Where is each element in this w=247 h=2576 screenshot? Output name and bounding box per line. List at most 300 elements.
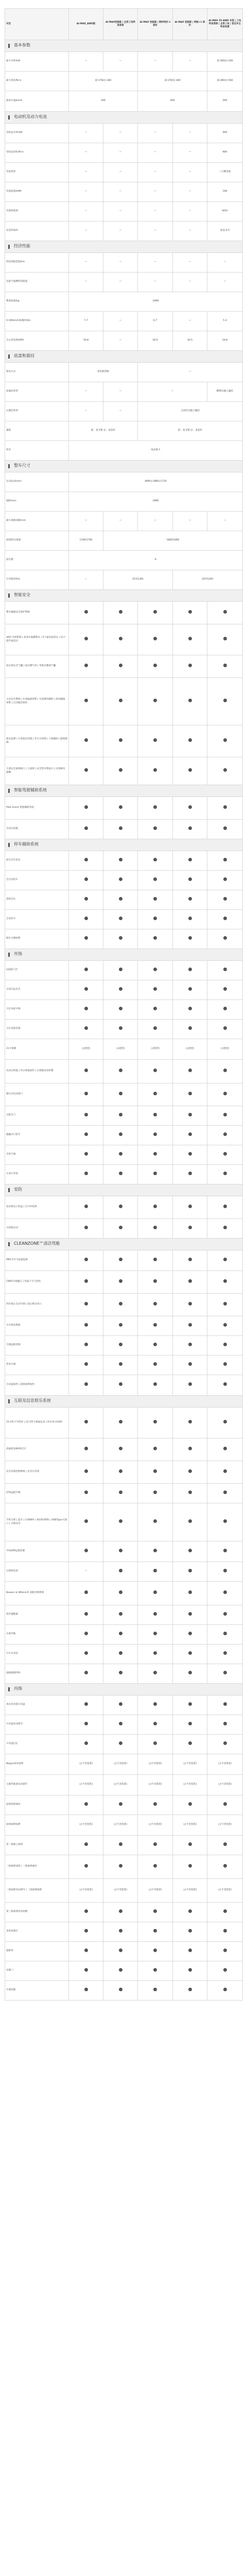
standard-mark [138,1503,173,1541]
spec-value: ○(不含选装) [103,1775,138,1795]
standard-mark [138,1836,173,1855]
spec-row [5,1083,243,1106]
spec-row [5,72,243,91]
standard-mark [173,1605,207,1625]
spec-label: 扬声器数量 [5,1605,69,1625]
spec-label: 前轮距/后轮距 [5,531,69,551]
standard-mark [138,1541,173,1562]
filled-dot-icon [84,897,88,901]
spec-label: 行李箱容积/L [5,570,69,590]
standard-mark [138,655,173,678]
filled-dot-icon [119,1722,122,1725]
filled-dot-icon [119,1420,122,1423]
filled-dot-icon [153,1864,157,1868]
standard-mark [69,980,103,1000]
filled-dot-icon [119,1258,122,1261]
spec-value: — [103,52,138,72]
standard-mark [173,725,207,757]
standard-mark [103,1294,138,1316]
section-title: 基本参数 [14,43,30,48]
spec-value: 电动助力 [69,441,243,461]
spec-value: ○(不含选装) [207,1879,243,1903]
standard-mark [69,890,103,910]
spec-value: 6.7 [138,312,173,331]
section-marker [8,115,10,120]
spec-label: Bowers & Wilkins® 高级音响系统 [5,1582,69,1605]
standard-mark [173,851,207,871]
section-title: 内饰 [14,1686,22,1691]
standard-mark [173,1922,207,1942]
standard-mark [138,1484,173,1503]
filled-dot-icon [119,1279,122,1283]
standard-mark [207,1961,243,1981]
spec-row [5,512,243,531]
spec-value: — [207,273,243,292]
standard-mark [207,1503,243,1541]
spec-row [5,1541,243,1562]
filled-dot-icon [153,1632,157,1635]
spec-value: 前:290/后:560 [207,72,243,91]
filled-dot-icon [84,1172,88,1175]
filled-dot-icon [223,1842,227,1846]
spec-row [5,1696,243,1715]
filled-dot-icon [223,664,227,667]
standard-mark [138,1106,173,1126]
filled-dot-icon [84,1420,88,1423]
spec-label: LED前大灯 [5,961,69,980]
standard-mark [207,1922,243,1942]
standard-mark [207,1438,243,1461]
filled-dot-icon [188,1988,192,1991]
standard-mark [173,1981,207,2001]
spec-value: ○(不含选装) [173,1815,207,1836]
standard-mark [207,1408,243,1438]
standard-mark [173,1145,207,1165]
spec-value: — [173,202,207,222]
standard-mark [173,602,207,624]
spec-label: 无框车门 [5,1106,69,1126]
standard-mark [207,1250,243,1271]
spec-row [5,871,243,890]
standard-mark [173,1715,207,1735]
spec-label: 全景天幕 [5,1145,69,1165]
standard-mark [69,929,103,949]
filled-dot-icon [84,738,88,742]
filled-dot-icon [119,1612,122,1616]
standard-mark [69,820,103,839]
filled-dot-icon [188,1362,192,1366]
spec-value: 18.5 [138,331,173,351]
standard-mark [138,1562,173,1582]
filled-dot-icon [223,1069,227,1072]
spec-value: 2490 [69,292,243,312]
spec-value: — [103,331,138,351]
standard-mark [138,1126,173,1145]
spec-value: ○(不含选装) [138,1879,173,1903]
filled-dot-icon [153,1909,157,1913]
spec-value: — [138,382,207,402]
filled-dot-icon [84,1590,88,1594]
spec-row [5,1250,243,1271]
filled-dot-icon [188,637,192,640]
filled-dot-icon [188,1802,192,1806]
section-title: 底盘和悬挂 [14,353,34,359]
spec-label: 电池能量/kWh [5,182,69,202]
standard-mark [173,1645,207,1664]
standard-mark [69,1625,103,1645]
standard-mark [138,1219,173,1239]
spec-value: 前:160/后:240 [207,52,243,72]
spec-value: ○(不含选装) [138,1815,173,1836]
spec-label: 电池类型 [5,163,69,182]
filled-dot-icon [119,1382,122,1386]
filled-dot-icon [84,1802,88,1806]
filled-dot-icon [119,1343,122,1346]
section-header [5,1396,243,1408]
filled-dot-icon [223,1968,227,1972]
filled-dot-icon [223,1205,227,1208]
filled-dot-icon [188,1549,192,1552]
filled-dot-icon [153,1702,157,1706]
standard-mark [207,1461,243,1484]
spec-value: — [103,312,138,331]
spec-row [5,202,243,222]
filled-dot-icon [84,768,88,772]
standard-mark [69,1271,103,1294]
standard-mark [138,1855,173,1879]
standard-mark [69,1316,103,1336]
spec-label: CN95空调滤芯 | 负离子空气净化 [5,1271,69,1294]
filled-dot-icon [153,1569,157,1572]
standard-mark [207,1060,243,1083]
filled-dot-icon [188,1741,192,1745]
spec-label: 后悬挂类型 [5,402,69,421]
spec-row [5,1815,243,1836]
filled-dot-icon [119,826,122,830]
spec-value: — [138,163,173,182]
filled-dot-icon [188,1420,192,1423]
filled-dot-icon [119,738,122,742]
filled-dot-icon [119,1569,122,1572]
standard-mark [69,1438,103,1461]
standard-mark [173,1375,207,1396]
standard-mark [138,1294,173,1316]
spec-value: — [173,312,207,331]
standard-mark [69,1645,103,1664]
standard-mark [138,1715,173,1735]
spec-value: — [103,163,138,182]
standard-mark [103,655,138,678]
standard-mark [103,678,138,725]
standard-mark [103,757,138,785]
filled-dot-icon [119,1519,122,1523]
standard-mark [103,1083,138,1106]
filled-dot-icon [188,1842,192,1846]
spec-label: 第二排独立座椅 [5,1836,69,1855]
spec-row [5,331,243,351]
filled-dot-icon [119,1864,122,1868]
section-marker [8,1399,10,1403]
filled-dot-icon [188,1864,192,1868]
filled-dot-icon [119,987,122,991]
standard-mark [138,1625,173,1645]
spec-value: — [173,52,207,72]
filled-dot-icon [84,1842,88,1846]
spec-label: 行车记录仪 [5,1645,69,1664]
filled-dot-icon [153,858,157,861]
filled-dot-icon [84,1864,88,1868]
filled-dot-icon [188,1469,192,1473]
spec-value: — [173,124,207,143]
standard-mark [173,1020,207,1039]
section-title: 智能安全 [14,592,30,598]
spec-value: — [103,512,138,531]
filled-dot-icon [223,1026,227,1030]
standard-mark [207,678,243,725]
spec-value: ○(不含选装) [207,1754,243,1775]
spec-value: — [69,1562,103,1582]
spec-label: 自适应远近光 [5,980,69,1000]
standard-mark [207,1664,243,1684]
standard-mark [138,1922,173,1942]
filled-dot-icon [188,805,192,809]
standard-mark [173,1903,207,1922]
filled-dot-icon [188,1026,192,1030]
filled-dot-icon [119,1842,122,1846]
spec-label: 电机总扭矩/N·m [5,143,69,163]
spec-label: 最大扭矩/N·m [5,72,69,91]
spec-value: — [69,402,103,421]
standard-mark [103,1664,138,1684]
spec-label: 充电时间/h [5,222,69,241]
spec-row [5,1664,243,1684]
filled-dot-icon [119,1007,122,1010]
spec-row [5,797,243,820]
spec-row [5,1408,243,1438]
filled-dot-icon [119,1929,122,1933]
standard-mark [173,1316,207,1336]
spec-label: 自动驻车 [5,910,69,929]
spec-label: 道路救援呼叫 [5,1664,69,1684]
standard-mark [207,1855,243,1879]
filled-dot-icon [223,1490,227,1494]
standard-mark [207,1562,243,1582]
filled-dot-icon [84,610,88,614]
filled-dot-icon [153,1722,157,1725]
filled-dot-icon [223,897,227,901]
standard-mark [69,1219,103,1239]
spec-value: — [103,382,138,402]
spec-label: PM2.5空气质量监测 [5,1250,69,1271]
filled-dot-icon [223,1519,227,1523]
filled-dot-icon [188,1205,192,1208]
filled-dot-icon [153,1132,157,1136]
section-title: 整车尺寸 [14,463,30,468]
filled-dot-icon [223,738,227,742]
spec-row [5,1336,243,1355]
spec-value: 三元锂电池 [207,163,243,182]
standard-mark [173,1000,207,1020]
spec-value: — [69,182,103,202]
section-title: 互联及信息娱乐系统 [14,1398,51,1403]
spec-row [5,1484,243,1503]
filled-dot-icon [223,987,227,991]
standard-mark [173,1562,207,1582]
spec-label: 空调远程控制 [5,1336,69,1355]
standard-mark [173,1271,207,1294]
standard-mark [103,797,138,820]
standard-mark [103,890,138,910]
filled-dot-icon [153,1490,157,1494]
standard-mark [103,1541,138,1562]
filled-dot-icon [153,1469,157,1473]
standard-mark [138,1020,173,1039]
spec-row [5,1922,243,1942]
spec-label: 车载冰箱 [5,1981,69,2001]
filled-dot-icon [223,1632,227,1635]
standard-mark [207,1582,243,1605]
spec-row [5,124,243,143]
spec-row [5,182,243,202]
spec-row [5,312,243,331]
filled-dot-icon [153,1447,157,1450]
filled-dot-icon [84,968,88,971]
spec-row [5,402,243,421]
filled-dot-icon [223,1092,227,1095]
standard-mark [173,1735,207,1754]
spec-label: 驱动方式 [5,363,69,382]
spec-value: ○(不含选装) [103,1815,138,1836]
section-marker [8,1242,10,1246]
filled-dot-icon [188,1343,192,1346]
filled-dot-icon [84,858,88,861]
standard-mark [69,871,103,890]
filled-dot-icon [153,1590,157,1594]
standard-mark [138,1461,173,1484]
filled-dot-icon [188,1226,192,1229]
standard-mark [173,1355,207,1375]
filled-dot-icon [84,1469,88,1473]
section-title: 经济性能 [14,244,30,249]
standard-mark [173,820,207,839]
filled-dot-icon [119,1152,122,1156]
filled-dot-icon [84,1362,88,1366]
section-header [5,949,243,961]
spec-value: — [138,143,173,163]
section-marker [8,843,10,847]
standard-mark [138,1903,173,1922]
filled-dot-icon [84,1929,88,1933]
spec-label: 前排座椅通风 [5,1795,69,1815]
filled-dot-icon [84,1007,88,1010]
standard-mark [207,1645,243,1664]
standard-mark [69,1294,103,1316]
spec-label: OTA远程升级 [5,1484,69,1503]
spec-value: — [173,222,207,241]
standard-mark [69,1000,103,1020]
filled-dot-icon [84,1132,88,1136]
section-header [5,461,243,472]
filled-dot-icon [188,1152,192,1156]
filled-dot-icon [223,1343,227,1346]
spec-value: ○(选装) [103,1039,138,1060]
spec-row [5,52,243,72]
filled-dot-icon [84,1323,88,1327]
standard-mark [103,1836,138,1855]
filled-dot-icon [188,1279,192,1283]
filled-dot-icon [119,637,122,640]
filled-dot-icon [84,1302,88,1306]
spec-row [5,1271,243,1294]
standard-mark [138,757,173,785]
filled-dot-icon [223,1671,227,1674]
standard-mark [103,1165,138,1184]
filled-dot-icon [84,1519,88,1523]
filled-dot-icon [223,1802,227,1806]
standard-mark [69,1375,103,1396]
standard-mark [138,1795,173,1815]
filled-dot-icon [119,897,122,901]
spec-row [5,551,243,570]
standard-mark [138,820,173,839]
filled-dot-icon [84,1988,88,1991]
filled-dot-icon [119,936,122,940]
standard-mark [138,890,173,910]
spec-row [5,1039,243,1060]
standard-mark [103,1605,138,1625]
standard-mark [173,871,207,890]
spec-label: 多彩氛围灯 [5,1922,69,1942]
filled-dot-icon [153,1948,157,1952]
filled-dot-icon [84,699,88,702]
standard-mark [103,1060,138,1083]
spec-row [5,1375,243,1396]
spec-value: 400 [207,124,243,143]
filled-dot-icon [188,1258,192,1261]
filled-dot-icon [119,1988,122,1991]
filled-dot-icon [84,1651,88,1655]
trim-header-row [5,9,243,40]
filled-dot-icon [119,877,122,881]
standard-mark [207,1165,243,1184]
filled-dot-icon [119,1132,122,1136]
standard-mark [138,725,173,757]
filled-dot-icon [119,968,122,971]
standard-mark [103,624,138,655]
filled-dot-icon [153,1968,157,1972]
spec-row [5,1106,243,1126]
standard-mark [207,1126,243,1145]
filled-dot-icon [223,1469,227,1473]
standard-mark [138,1981,173,2001]
filled-dot-icon [153,1152,157,1156]
spec-value: 100 [207,182,243,202]
standard-mark [173,678,207,725]
section-header [5,112,243,124]
spec-row [5,1855,243,1879]
spec-table [5,8,243,2001]
filled-dot-icon [84,1092,88,1095]
spec-value: — [173,182,207,202]
spec-label: 真皮多功能方向盘 [5,1696,69,1715]
spec-row [5,292,243,312]
standard-mark [207,1294,243,1316]
filled-dot-icon [84,1447,88,1450]
spec-label: 车顶行李架 [5,1165,69,1184]
spec-value: — [173,253,207,273]
filled-dot-icon [119,1909,122,1913]
standard-mark [69,1855,103,1879]
